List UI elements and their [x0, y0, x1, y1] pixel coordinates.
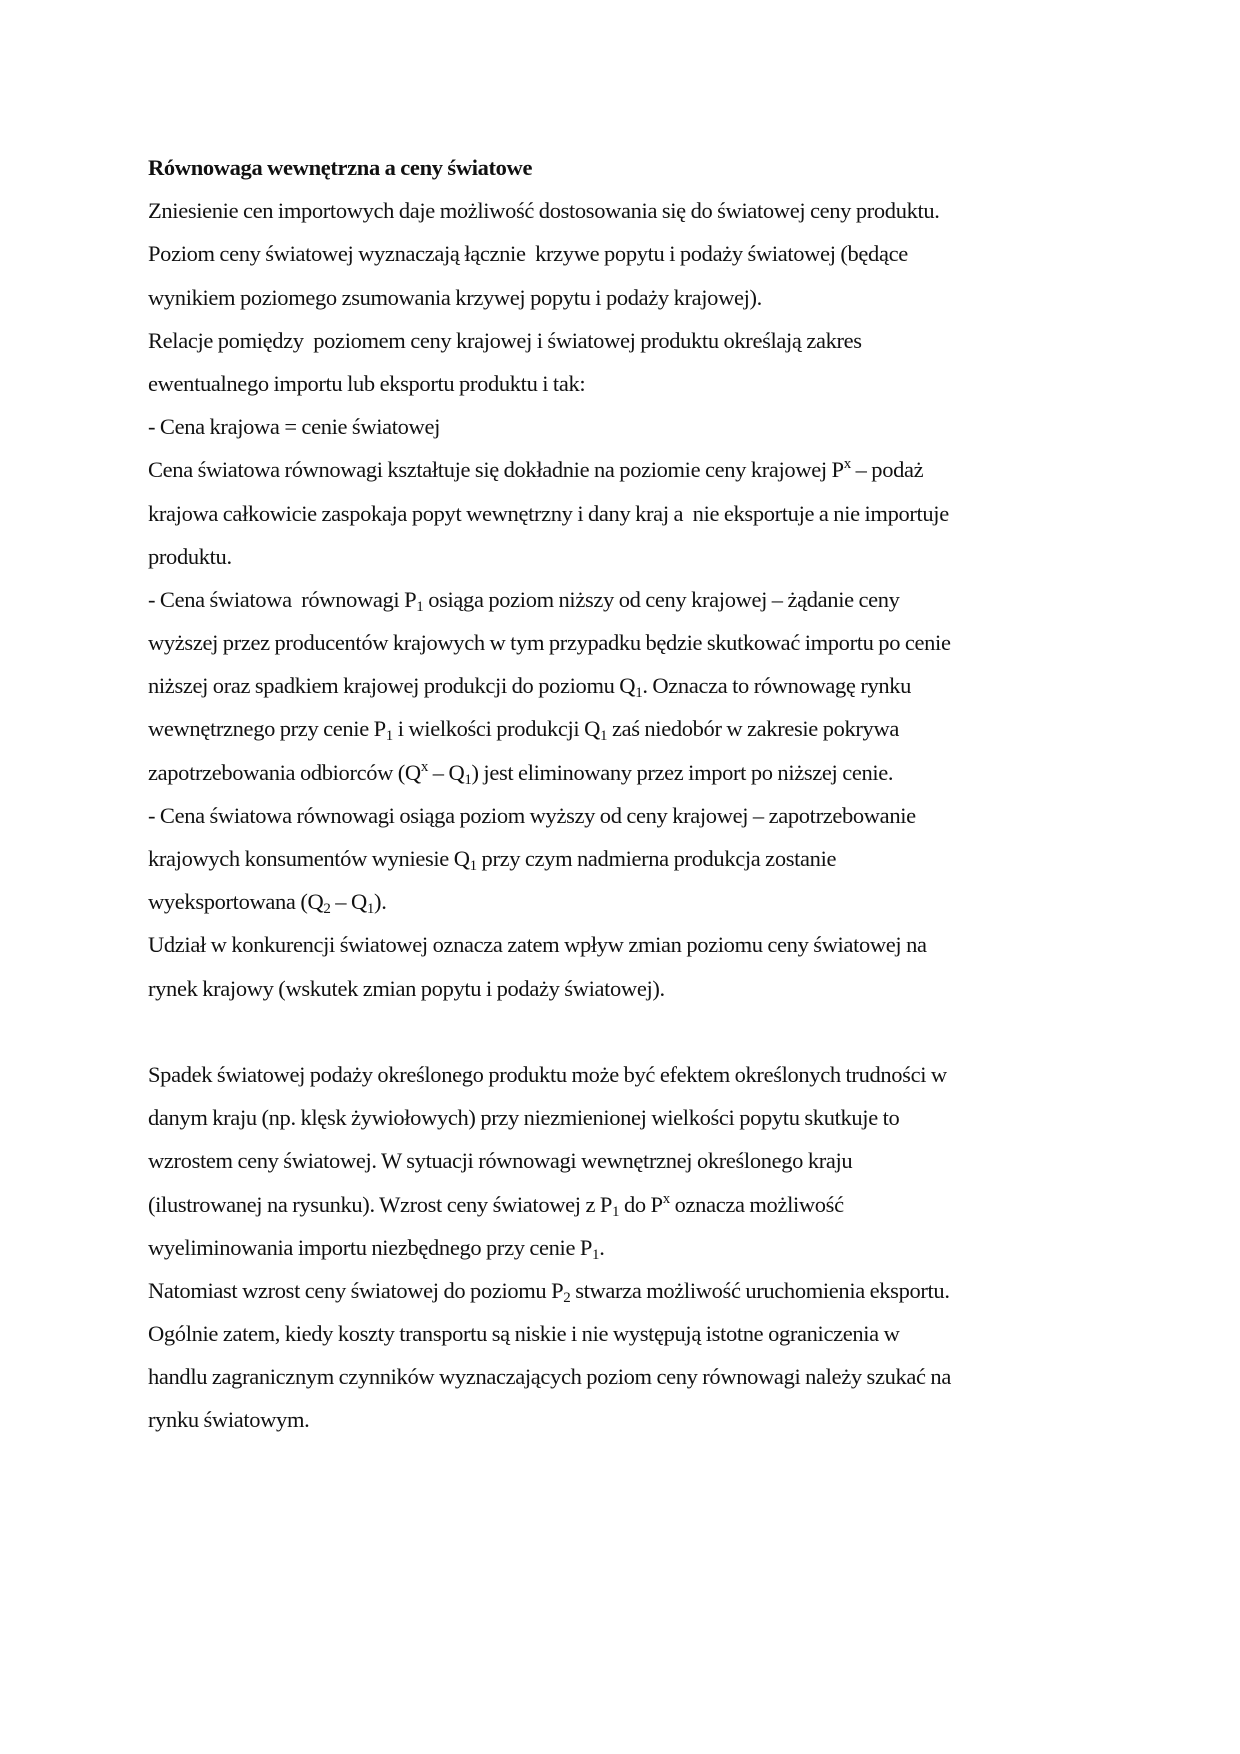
text-line: [148, 232, 1108, 275]
text-line: [148, 1355, 1108, 1398]
text-line: [148, 751, 1108, 794]
text-line: [148, 189, 1108, 232]
subscript: 1: [592, 1246, 600, 1263]
text-run: wzrostem ceny światowej. W sytuacji równowagi wewnętrznej określonego kraju: [148, 1148, 853, 1174]
subscript: 2: [323, 901, 331, 918]
text-run: osiąga poziom niższy od ceny krajowej – żądanie ceny: [423, 586, 900, 612]
text-line: [148, 578, 1108, 621]
text-run: do P: [619, 1191, 663, 1217]
text-run: Cena światowa równowagi kształtuje się dokładnie na poziomie ceny krajowej P: [148, 457, 844, 483]
text-run: handlu zagranicznym czynników wyznaczających poziom ceny równowagi należy szukać na: [148, 1364, 951, 1390]
text-run: Relacje pomiędzy poziomem ceny krajowej i światowej produktu określają zakres: [148, 327, 862, 353]
superscript: x: [662, 1190, 670, 1207]
text-run: rynku światowym.: [148, 1407, 310, 1433]
text-run: (ilustrowanej na rysunku). Wzrost ceny światowej z P: [148, 1191, 613, 1217]
text-line: [148, 1226, 1108, 1269]
text-line: [148, 880, 1108, 923]
text-run: - Cena światowa równowagi osiąga poziom wyższy od ceny krajowej – zapotrzebowanie: [148, 802, 916, 828]
text-run: ).: [374, 889, 387, 915]
text-run: przy czym nadmierna produkcja zostanie: [476, 846, 837, 871]
subscript: 1: [464, 771, 472, 788]
text-line: [148, 923, 1108, 966]
subscript: 1: [635, 685, 643, 702]
superscript: x: [420, 758, 428, 775]
text-run: - Cena światowa równowagi P: [148, 586, 417, 612]
text-run: ewentualnego importu lub eksportu produktu i tak:: [148, 370, 586, 396]
text-line: [148, 1183, 1108, 1226]
text-line: [148, 794, 1108, 837]
text-run: zapotrzebowania odbiorców (Q: [148, 759, 421, 785]
text-run: oznacza możliwość: [669, 1191, 844, 1217]
subscript: 1: [416, 598, 424, 615]
text-run: wyeliminowania importu niezbędnego przy cenie P: [148, 1234, 593, 1260]
text-run: Zniesienie cen importowych daje możliwość dostosowania się do światowej ceny produktu.: [148, 198, 940, 224]
subscript: 1: [366, 901, 375, 918]
text-run: ) jest eliminowany przez import po niższej cenie.: [471, 759, 894, 785]
paragraph-gap: [148, 1010, 1108, 1053]
superscript: x: [843, 456, 851, 473]
text-run: zaś niedobór w zakresie pokrywa: [607, 716, 899, 742]
text-run: wyeksportowana (Q: [148, 889, 324, 915]
subscript: 1: [385, 728, 393, 745]
text-run: wyższej przez producentów krajowych w tym przypadku będzie skutkować importu po cenie: [148, 630, 951, 656]
text-run: danym kraju (np. klęsk żywiołowych) przy niezmienionej wielkości popytu skutkuje to: [148, 1105, 900, 1131]
text-run: - Cena krajowa = cenie światowej: [148, 414, 440, 440]
text-line: [148, 1269, 1108, 1312]
subscript: 1: [612, 1203, 620, 1220]
text-run: Ogólnie zatem, kiedy koszty transportu są niskie i nie występują istotne ograniczenia w: [148, 1321, 900, 1347]
text-run: . Oznacza to równowagę rynku: [642, 673, 912, 699]
text-line: [148, 1139, 1108, 1182]
subscript: 1: [600, 728, 608, 745]
text-line: [148, 837, 1108, 880]
text-run: rynek krajowy (wskutek zmian popytu i podaży światowej).: [148, 975, 665, 1001]
text-line: [148, 1312, 1108, 1355]
text-line: [148, 448, 1108, 491]
text-line: [148, 707, 1108, 750]
text-line: [148, 1096, 1108, 1139]
text-run: i wielkości produkcji Q: [392, 716, 601, 742]
text-run: produktu.: [148, 543, 232, 569]
text-run: Natomiast wzrost ceny światowej do poziomu P: [148, 1277, 564, 1303]
document-title: Równowaga wewnętrzna a ceny światowe: [148, 155, 533, 180]
text-run: stwarza możliwość uruchomienia eksportu.: [570, 1277, 950, 1303]
text-line: [148, 535, 1108, 578]
text-run: Poziom ceny światowej wyznaczają łącznie krzywe popytu i podaży światowej (będące: [148, 241, 908, 267]
text-line: [148, 492, 1108, 535]
text-line: [148, 967, 1108, 1010]
text-line: [148, 276, 1108, 319]
text-line: [148, 405, 1108, 448]
text-run: – podaż: [850, 457, 924, 483]
text-line: [148, 1053, 1108, 1096]
text-run: Udział w konkurencji światowej oznacza zatem wpływ zmian poziomu ceny światowej na: [148, 932, 927, 958]
text-run: – Q: [330, 889, 367, 915]
text-line: [148, 664, 1108, 707]
text-run: .: [599, 1234, 605, 1260]
subscript: 2: [563, 1289, 571, 1306]
text-run: niższej oraz spadkiem krajowej produkcji do poziomu Q: [148, 673, 636, 699]
document-body: [148, 146, 1108, 1442]
text-line: [148, 319, 1108, 362]
text-run: krajowych konsumentów wyniesie Q: [148, 846, 470, 871]
text-run: krajowa całkowicie zaspokaja popyt wewnętrzny i dany kraj a nie eksportuje a nie importuje: [148, 500, 949, 526]
document-text: [148, 189, 1108, 1441]
text-line: [148, 621, 1108, 664]
text-run: wynikiem poziomego zsumowania krzywej popytu i podaży krajowej).: [148, 284, 762, 310]
subscript: 1: [469, 858, 477, 874]
text-run: wewnętrznego przy cenie P: [148, 716, 386, 742]
text-run: Spadek światowej podaży określonego produktu może być efektem określonych trudności w: [148, 1061, 947, 1087]
text-line: [148, 362, 1108, 405]
text-line: [148, 1398, 1108, 1441]
text-run: – Q: [428, 759, 465, 785]
